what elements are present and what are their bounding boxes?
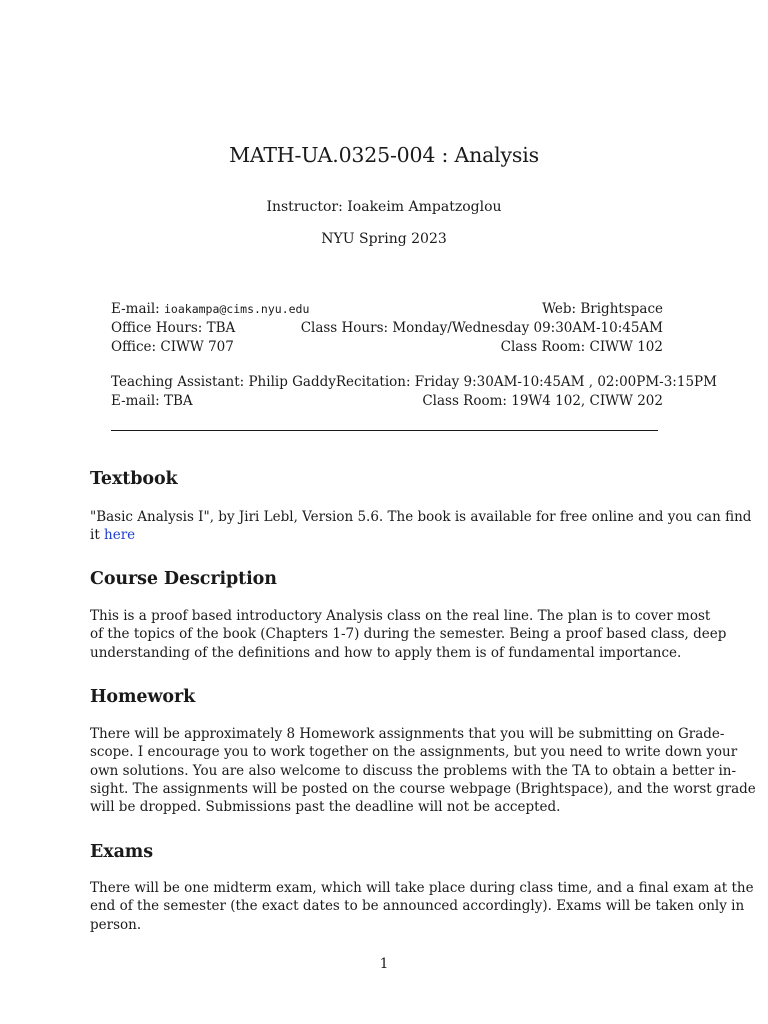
textbook-line: it here <box>90 527 136 544</box>
homework-paragraph <box>90 725 756 816</box>
header-divider <box>111 430 658 431</box>
paragraph-line: sight. The assignments will be posted on the course webpage (Brightspace), and the worst grade <box>90 780 756 797</box>
web-info: Web: Brightspace <box>542 301 663 317</box>
info-row-ta <box>111 373 717 392</box>
exams-paragraph <box>90 879 754 934</box>
homework-heading: Homework <box>90 687 196 707</box>
class-room: Class Room: CIWW 102 <box>500 339 663 355</box>
textbook-paragraph <box>90 508 752 545</box>
paragraph-line: person. <box>90 916 142 933</box>
paragraph-line: There will be approximately 8 Homework assignments that you will be submitting on Grade- <box>90 726 725 742</box>
paragraph-line: This is a proof based introductory Analysis class on the real line. The plan is to cover most <box>90 608 711 624</box>
ta-info-block <box>111 373 717 411</box>
info-row-hours <box>111 319 663 338</box>
recitation-room: Class Room: 19W4 102, CIWW 202 <box>422 393 663 409</box>
info-row-email <box>111 300 663 319</box>
exams-heading: Exams <box>90 842 153 862</box>
paragraph-line: scope. I encourage you to work together on the assignments, but you need to write down your <box>90 744 738 761</box>
course-description-heading: Course Description <box>90 569 277 589</box>
textbook-line: "Basic Analysis I", by Jiri Lebl, Version 5.6. The book is available for free online and you can find <box>90 509 752 525</box>
office-location: Office: CIWW 707 <box>111 339 234 355</box>
recitation-hours: Recitation: Friday 9:30AM-10:45AM , 02:00PM-3:15PM <box>335 374 717 390</box>
instructor-name: Instructor: Ioakeim Ampatzoglou <box>266 199 502 215</box>
contact-info-block <box>111 300 663 357</box>
paragraph-line: There will be one midterm exam, which will take place during class time, and a final exam at the <box>90 880 754 896</box>
instructor-email-address: ioakampa@cims.nyu.edu <box>164 302 310 316</box>
page-number: 1 <box>379 956 389 972</box>
term-label: NYU Spring 2023 <box>321 231 447 247</box>
class-hours: Class Hours: Monday/Wednesday 09:30AM-10:45AM <box>300 320 663 336</box>
course-title: MATH-UA.0325-004 : Analysis <box>229 143 539 167</box>
textbook-heading: Textbook <box>90 469 178 489</box>
teaching-assistant: Teaching Assistant: Philip Gaddy <box>111 374 336 390</box>
ta-email: E-mail: TBA <box>111 393 193 409</box>
info-row-ta-email <box>111 392 663 411</box>
info-row-rooms <box>111 338 663 357</box>
textbook-link[interactable]: here <box>104 527 136 544</box>
paragraph-line: of the topics of the book (Chapters 1-7) during the semester. Being a proof based class, deep <box>90 626 727 643</box>
course-description-paragraph <box>90 607 727 662</box>
paragraph-line: own solutions. You are also welcome to discuss the problems with the TA to obtain a better in- <box>90 762 737 779</box>
paragraph-line: understanding of the definitions and how to apply them is of fundamental importance. <box>90 644 682 661</box>
paragraph-line: will be dropped. Submissions past the deadline will not be accepted. <box>90 799 561 816</box>
paragraph-line: end of the semester (the exact dates to be announced accordingly). Exams will be taken only in <box>90 898 745 915</box>
office-hours: Office Hours: TBA <box>111 320 236 336</box>
instructor-email: E-mail: ioakampa@cims.nyu.edu <box>111 301 310 317</box>
